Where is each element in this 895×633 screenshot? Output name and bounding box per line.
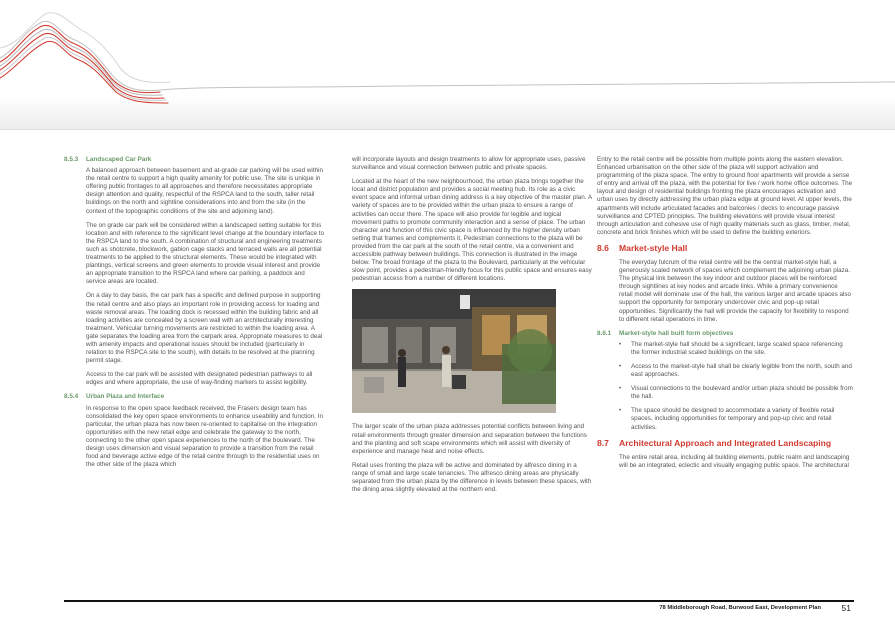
- section-number: 8.5.3: [64, 156, 79, 163]
- paragraph: In response to the open space feedback received, the Frasers design team has consolidated the key open space environments to enhance useability and function. In particular, the urban plaza has now been re-oriented to capitalise on the integration opportunities with the new retail edge and celebrate the gateway to the north, connecting to the other open space experiences to the north of the boulevard. The design uses dimension and visual separation to provide a transition from the retail food and beverage active edge of the retail centre through to the residential uses on the other side of the plaza which: [86, 404, 323, 469]
- paragraph: Access to the car park will be assisted with designated pedestrian pathways to all edges and where appropriate, the use of way-finding markers to assist legibility.: [86, 371, 313, 387]
- page-number: 51: [841, 603, 851, 613]
- urban-plaza-photo: [352, 289, 556, 413]
- paragraph: The on grade car park will be considered within a landscaped setting suitable for this location and with reference to the significant level change at the boundary interface to the RSPCA land to the south. A combination of structural and engineering treatments such as shotcrete, blockwork, gabion cage stacks and terraced walls are all potential treatments to be applied to the structural elements. These would be integrated with plantings, vertical screens and green elements to provide visual interest and provide an appropriate transition to the RSPCA land where car parking, a paddock and service areas are located.: [86, 221, 325, 286]
- section-title: Market-style Hall: [619, 242, 688, 253]
- paragraph: The everyday fulcrum of the retail centre will be the central market-style hall, a generously scaled network of spaces which complement the adjoining urban plaza. The physical link between the key indoor and outdoor places will be reinforced through sightlines at key nodes and arcade links. While a primary convenience retail model will dominate use of the hall, the various larger and arcade spaces also support the opportunity for temporary undercover civic and pop-up retail opportunities. Significantly the hall will provide the capacity for flexibility to respond to different retail operations in time.: [619, 258, 852, 323]
- section-heading-8-6-1: [597, 330, 853, 338]
- footer-title: 78 Middleborough Road, Burwood East, Development Plan: [659, 605, 821, 611]
- list-item: • Visual connections to the boulevard and/or urban plaza should be possible from the hall.: [619, 385, 853, 401]
- bullet-icon: •: [619, 340, 622, 348]
- list-item: • The market-style hall should be a significant, large scaled space referencing the former industrial scaled buildings on the site.: [619, 340, 843, 356]
- section-heading-8-5-4: [64, 393, 326, 401]
- bullet-icon: •: [619, 362, 622, 370]
- list-item: • Access to the market-style hall shall be clearly legible from the north, south and east approaches.: [619, 362, 852, 379]
- paragraph: Entry to the retail centre will be possible from multiple points along the eastern elevation. Enhanced urbanisation on the other side of the plaza will support activation and programming of the plaza space. The entry to ground floor apartments will provide a sense of entry and arrival off the plaza, with the potential for live / work home office outcomes. The layout and design of residential buildings fronting the plaza encourages activation and urban uses by directly addressing the urban plaza edge at ground level. At upper levels, the apartments will include articulated facades and balconies / decks to encourage passive surveillance and CPTED principles. The building elevations will provide visual interest through articulation and cohesive use of high quality materials such as glass, timber, metal, concrete and brick finishes which will be used to define the building exteriors.: [597, 156, 853, 236]
- paragraph: will incorporate layouts and design treatments to allow for appropriate uses, passive surveillance and visual connection between public and private spaces.: [352, 156, 586, 172]
- objectives-list: [619, 341, 853, 432]
- section-number: 8.7: [597, 437, 609, 448]
- section-heading-8-7: [597, 438, 853, 449]
- footer-rule: [64, 600, 854, 602]
- paragraph: Retail uses fronting the plaza will be active and dominated by alfresco dining in a range of small and large scale tenancies. The alfresco dining areas are physically separated from the urban plaza by the difference in levels between these spaces, with the dining area slightly elevated at the northern end.: [352, 461, 592, 494]
- paragraph: Located at the heart of the new neighbourhood, the urban plaza brings together the local and district population and provides a social meeting hub. Its role as a civic event space and informal urban dining address is a key objective of the master plan. A variety of spaces are to be provided within the urban plaza to ensure a range of activities can occur there. The space will also provide for legible and logical movement paths to promote community interaction and a sense of place. The urban character and function of this civic space is influenced by the higher density urban setting that frames and complements it. Pedestrian connections to the plaza will be provided from the car park at the south of the retail centre, via a convenient and accessible pathway between buildings. This connection is illustrated in the image below. The broad frontage of the plaza to the Boulevard, particularly at the vehicular slow point, provides a pedestrian-friendly focus for this public space and ensures easy pedestrian access from a number of different locations.: [352, 178, 592, 283]
- contour-lines-graphic: [0, 0, 895, 130]
- column-1: [64, 156, 326, 475]
- bullet-icon: •: [619, 407, 622, 415]
- section-number: 8.5.4: [64, 393, 79, 401]
- column-3: [597, 156, 853, 476]
- paragraph: A balanced approach between basement and at-grade car parking will be used within the retail centre to support a high quality amenity for public use. The site is unique in offering public frontages to all approaches and therefore necessitates appropriate design attention and quality, respectful of the RSPCA land to the south, taller retail buildings on the north and sightline considerations into and from the site (in the context of the topographic conditions of the site and adjoining land).: [86, 167, 323, 215]
- section-title: Architectural Approach and Integrated Landscaping: [619, 437, 832, 448]
- section-title: Urban Plaza and Interface: [86, 393, 165, 401]
- section-number: 8.6: [597, 242, 609, 253]
- paragraph: The entire retail area, including all building elements, public realm and landscaping will be an integrated, eclectic and visually engaging public space. The architectural: [619, 453, 850, 469]
- paragraph: The larger scale of the urban plaza addresses potential conflicts between living and retail environments through greater dimension and separation between the functions and the planting and soft scape environments which will assist with diversity of experience and manage heat and noise effects.: [352, 423, 587, 455]
- section-heading-8-6: [597, 243, 853, 254]
- list-item: • The space should be designed to accommodate a variety of flexible retail spaces, including opportunities for temporary and pop-up civic and retail activities.: [619, 407, 835, 431]
- bullet-icon: •: [619, 385, 622, 393]
- section-number: 8.6.1: [597, 329, 612, 337]
- section-title: Market-style hall built form objectives: [619, 329, 734, 337]
- header-band: [0, 0, 895, 130]
- section-heading-8-5-3: [64, 156, 326, 164]
- plaza-photo-illustration: [352, 289, 556, 413]
- column-2: [352, 156, 592, 500]
- paragraph: On a day to day basis, the car park has a specific and defined purpose in supporting the retail centre and also plays an important role in providing access for loading and waste removal areas. The loading dock is recessed within the building fabric and all loading activities are concealed by a screen wall with an architecturally interesting treatment. Vehicular turning movements are restricted to within the loading area. A gate separates the loading area from the carpark area. Appropriate measures to deal with amenity impacts and operational issues should be included (particularly in relation to the RSPCA site to the south), with details to be resolved at the planning permit stage.: [86, 292, 323, 365]
- section-title: Landscaped Car Park: [86, 156, 152, 163]
